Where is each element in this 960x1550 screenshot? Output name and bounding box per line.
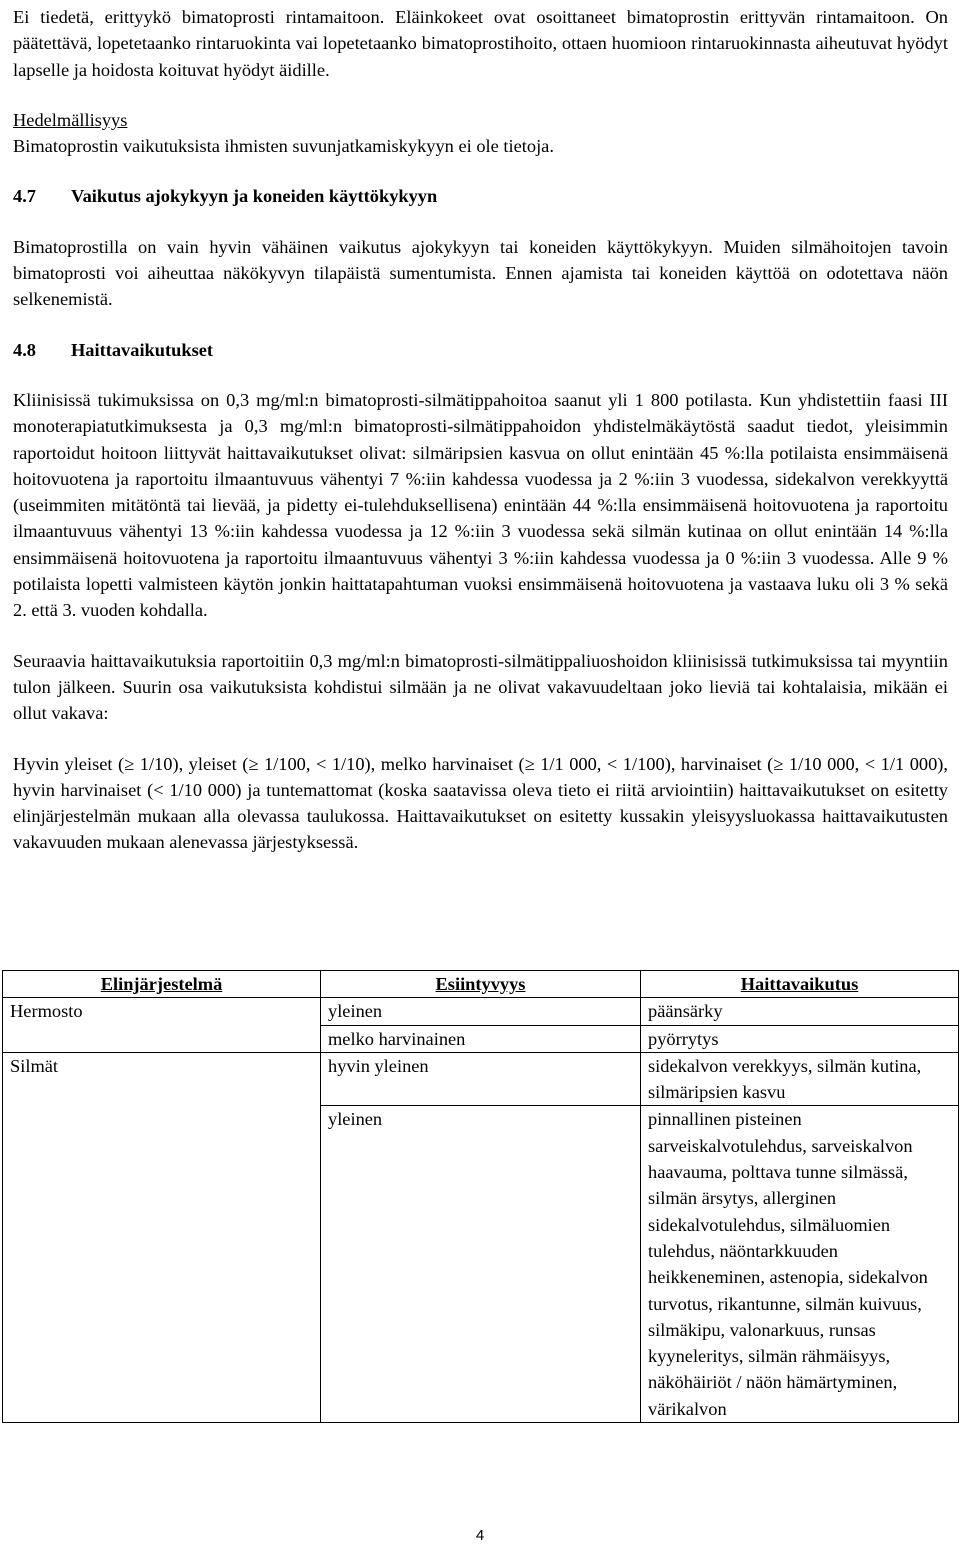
table-cell: pinnallinen pisteinen sarveiskalvotulehdus, sarveiskalvon haavauma, polttava tunne silmässä, silmän ärsytys, allerginen sidekalvotulehdus, silmäluomien tulehdus, näöntarkkuuden heikkeneminen, astenopia, sidekalvon turvotus, rikantunne, silmän kuivuus, silmäkipu, valonarkuus, runsas kyyneleritys, silmän rähmäisyys, näköhäiriöt / näön hämärtyminen, värikalvon (641, 1106, 959, 1423)
adverse-effects-table (2, 970, 959, 1423)
table-cell: melko harvinainen (321, 1025, 641, 1052)
section-number: 4.7 (13, 186, 36, 207)
section-title: Haittavaikutukset (71, 339, 214, 360)
adverse-effects-paragraph-1: Kliinisissä tukimuksissa on 0,3 mg/ml:n bimatoprosti-silmätippahoitoa saanut yli 1 800 potilasta. Kun yhdistettiin faasi III monoterapiatutkimuksesta ja 0,3 mg/ml:n bimatoprosti-silmätippahoidon yhdistelmäkäytöstä saadut tiedot, yleisimmin raportoidut hoitoon liittyvät haittavaikutukset olivat: silmäripsien kasvua on ollut enintään 45 %:lla potilaista ensimmäisenä hoitovuotena ja raportoitu ilmaantuvuus vähentyi 7 %:iin kahdessa vuodessa ja 2 %:iin 3 vuodessa, sidekalvon verekkyyttä (useimmiten mitätöntä tai lievää, ja pidetty ei-tulehduksellisena) enintään 44 %:lla ensimmäisenä hoitovuotena ja raportoitu ilmaantuvuus vähentyi 13 %:iin kahdessa vuodessa ja 12 %:iin 3 vuodessa sekä silmän kutinaa on ollut enintään 14 %:lla ensimmäisenä hoitovuotena ja raportoitu ilmaantuvuus vähentyi 3 %:iin kahdessa vuodessa ja 0 %:iin 3 vuodessa. Alle 9 % potilaista lopetti valmisteen käytön jonkin haittatapahtuman vuoksi ensimmäisenä hoitovuotena ja vastaava luku oli 3 % sekä 2. että 3. vuoden kohdalla. (13, 389, 948, 621)
adverse-effects-paragraph-2: Seuraavia haittavaikutuksia raportoitiin 0,3 mg/ml:n bimatoprosti-silmätippaliuoshoidon kliinisissä tutkimuksissa tai myyntiin tulon jälkeen. Suurin osa vaikutuksista kohdistui silmään ja ne olivat vakavuudeltaan joko lieviä tai kohtalaisia, mikään ei ollut vakava: (13, 650, 948, 724)
driving-paragraph: Bimatoprostilla on vain hyvin vähäinen vaikutus ajokykyyn tai koneiden käyttökykyyn. Muiden silmähoitojen tavoin bimatoprosti voi aiheuttaa näkökyvyn tilapäistä sumentumista. Ennen ajamista tai koneiden käyttöä on odotettava näön selkenemistä. (13, 236, 948, 310)
section-4-8-heading (13, 337, 948, 363)
page-number: 4 (475, 1527, 485, 1544)
table-cell: päänsärky (641, 998, 959, 1025)
table-cell: yleinen (321, 998, 641, 1025)
fertility-heading: Hedelmällisyys (13, 109, 128, 130)
table-row (3, 1052, 959, 1106)
column-header: Esiintyvyys (321, 971, 641, 998)
table-cell: yleinen (321, 1106, 641, 1423)
table-cell (3, 1106, 321, 1423)
table-cell: hyvin yleinen (321, 1052, 641, 1106)
table-cell: Hermosto (3, 998, 321, 1025)
table-cell: Silmät (3, 1052, 321, 1106)
table-cell: pyörrytys (641, 1025, 959, 1052)
fertility-paragraph: Bimatoprostin vaikutuksista ihmisten suvunjatkamiskykyyn ei ole tietoja. (13, 136, 554, 157)
table-row (3, 998, 959, 1025)
column-header: Elinjärjestelmä (3, 971, 321, 998)
section-number: 4.8 (13, 339, 36, 360)
frequency-definitions-paragraph: Hyvin yleiset (≥ 1/10), yleiset (≥ 1/100, < 1/10), melko harvinaiset (≥ 1/1 000, < 1/100), harvinaiset (≥ 1/10 000, < 1/1 000), hyvin harvinaiset (< 1/10 000) ja tuntemattomat (koska saatavissa oleva tieto ei riitä arviointiin) haittavaikutukset on esitetty elinjärjestelmän mukaan alla olevassa taulukossa. Haittavaikutukset on esitetty kussakin yleisyysluokassa haittavaikutusten vakavuuden mukaan alenevassa järjestyksessä. (13, 753, 948, 853)
table-cell: sidekalvon verekkyys, silmän kutina, silmäripsien kasvu (641, 1052, 959, 1106)
table-row (3, 1025, 959, 1052)
document-page (13, 4, 948, 856)
table-row (3, 1106, 959, 1423)
table-header-row (3, 971, 959, 998)
table-cell (3, 1025, 321, 1052)
section-title: Vaikutus ajokykyyn ja koneiden käyttökykyyn (71, 186, 438, 207)
breastfeeding-paragraph: Ei tiedetä, erittyykö bimatoprosti rintamaitoon. Eläinkokeet ovat osoittaneet bimatoprostin erittyvän rintamaitoon. On päätettävä, lopetetaanko rintaruokinta vai lopetetaanko bimatoprostihoito, ottaen huomioon rintaruokinnasta aiheutuvat hyödyt lapselle ja hoidosta koituvat hyödyt äidille. (13, 7, 948, 80)
column-header: Haittavaikutus (641, 971, 959, 998)
section-4-7-heading (13, 183, 948, 209)
